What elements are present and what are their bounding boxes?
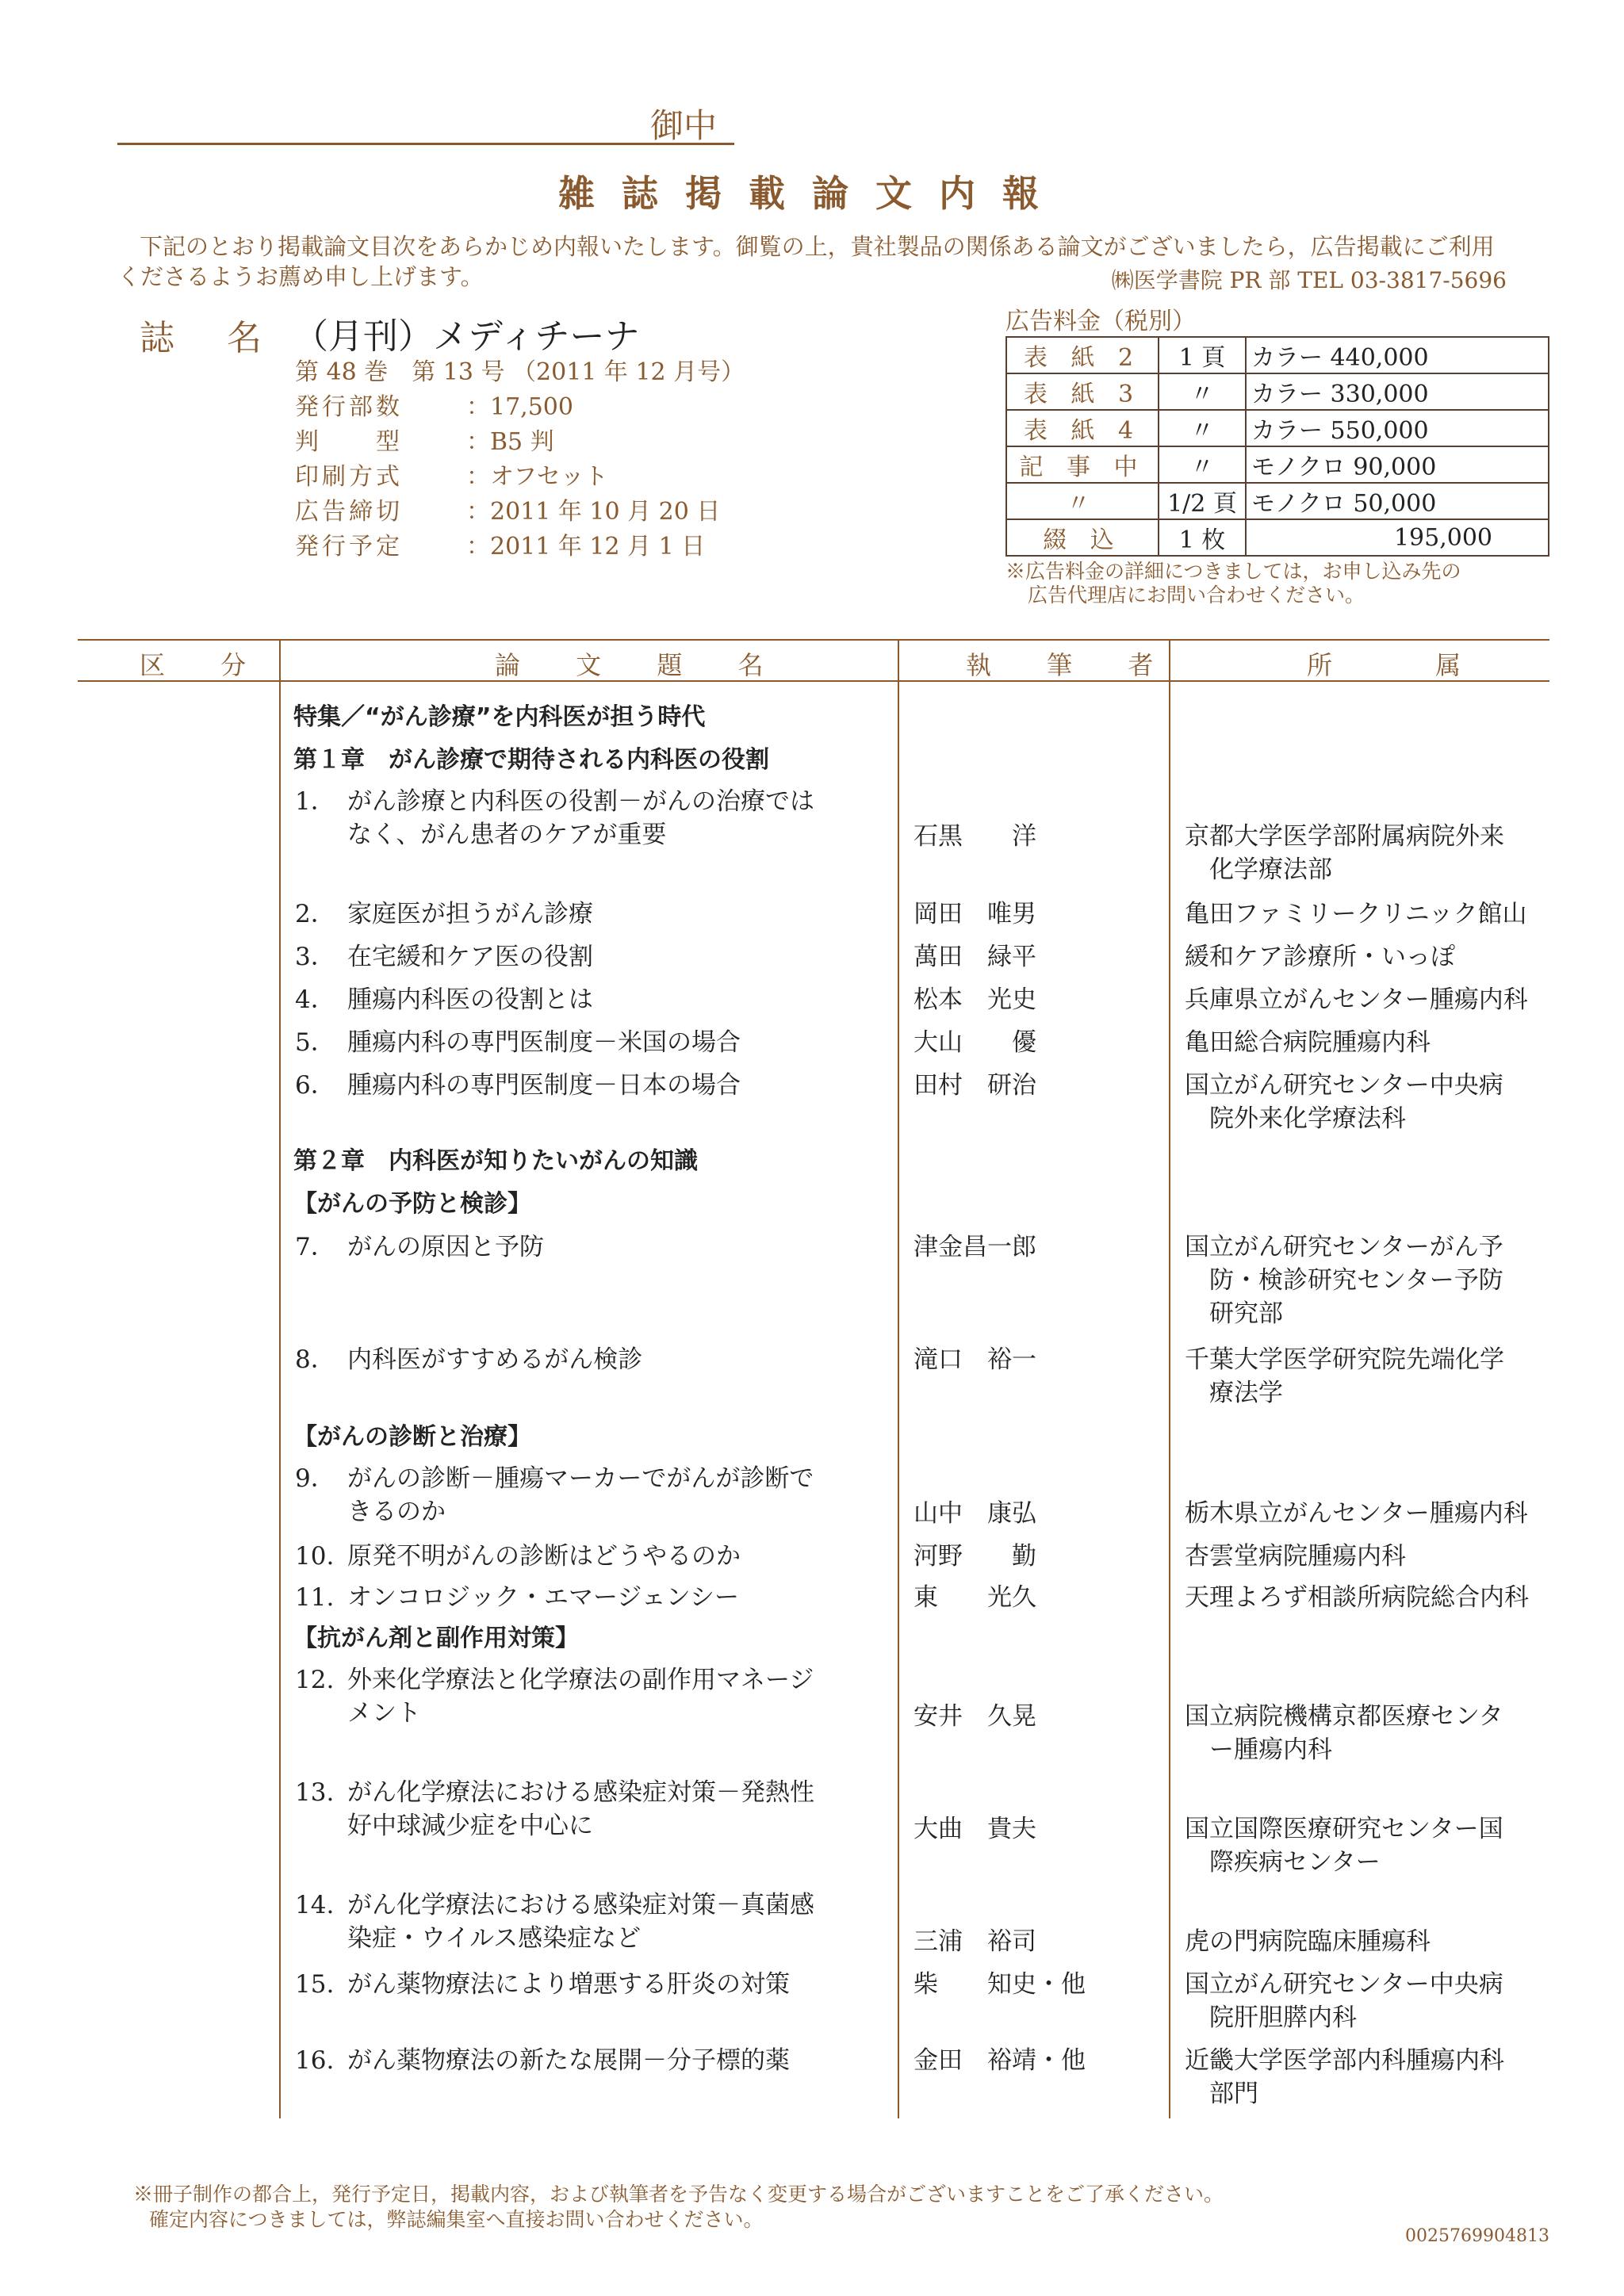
intro-text: 下記のとおり掲載論文目次をあらかじめ内報いたします。御覧の上，貴社製品の関係ある論文がございましたら，広告掲載にご利用くださるようお薦め申し上げます。 <box>117 233 1495 290</box>
rate-row: 表 紙 3 〃 カラー 330,000 <box>1006 373 1549 410</box>
article-number: 13. <box>295 1778 335 1807</box>
article-affiliation: 国立病院機構京都医療センタ ー腫瘍内科 <box>1185 1702 1503 1764</box>
article-author: 金田 裕靖・他 <box>914 2046 1086 2075</box>
article-author: 岡田 唯男 <box>914 900 1036 928</box>
article-author: 津金昌一郎 <box>914 1233 1036 1261</box>
article-affiliation: 国立がん研究センターがん予 防・検診研究センター予防 研究部 <box>1185 1233 1503 1328</box>
article-author: 田村 研治 <box>914 1071 1036 1100</box>
info-row: 発行部数 ：17,500 <box>295 393 573 421</box>
article-author: 柴 知史・他 <box>914 1970 1086 1999</box>
chapter-heading: 第１章 がん診療で期待される内科医の役割 <box>293 746 769 774</box>
rate-table <box>1005 336 1549 557</box>
article-author: 大曲 貴夫 <box>914 1815 1036 1843</box>
rate-title: 広告料金（税別） <box>1005 308 1196 335</box>
article-title: がん診療と内科医の役割－がんの治療では なく、がん患者のケアが重要 <box>347 787 814 849</box>
article-affiliation: 緩和ケア診療所・いっぽ <box>1185 943 1455 971</box>
article-author: 萬田 緑平 <box>914 943 1036 971</box>
article-affiliation: 栃木県立がんセンター腫瘍内科 <box>1185 1499 1528 1528</box>
rate-row: 表 紙 4 〃 カラー 550,000 <box>1006 410 1549 446</box>
info-row: 判 型 ：B5 判 <box>295 428 554 456</box>
column-divider <box>1169 639 1170 2118</box>
article-title: がん化学療法における感染症対策－真菌感 染症・ウイルス感染症など <box>347 1891 814 1953</box>
article-number: 1． <box>295 787 335 816</box>
article-title: 家庭医が担うがん診療 <box>347 900 593 928</box>
article-affiliation: 京都大学医学部附属病院外来 化学療法部 <box>1185 822 1504 884</box>
article-number: 7． <box>295 1233 335 1261</box>
article-number: 3． <box>295 943 335 971</box>
contact-info: ㈱医学書院 PR 部 TEL 03-3817-5696 <box>1111 267 1507 293</box>
rate-row: 〃 1/2 頁 モノクロ 50,000 <box>1006 483 1549 519</box>
article-number: 15. <box>295 1970 335 1999</box>
article-author: 安井 久晃 <box>914 1702 1036 1731</box>
article-affiliation: 兵庫県立がんセンター腫瘍内科 <box>1185 985 1528 1014</box>
article-number: 2． <box>295 900 335 928</box>
header-author: 執 筆 者 <box>966 650 1178 680</box>
article-affiliation: 杏雲堂病院腫瘍内科 <box>1185 1542 1406 1571</box>
article-affiliation: 国立がん研究センター中央病 院外来化学療法科 <box>1185 1071 1503 1133</box>
magazine-label: 誌 名 <box>140 318 282 358</box>
article-affiliation: 天理よろず相談所病院総合内科 <box>1185 1583 1529 1612</box>
article-title: 外来化学療法と化学療法の副作用マネージ メント <box>347 1666 814 1728</box>
article-author: 滝口 裕一 <box>914 1345 1036 1374</box>
article-title: がん薬物療法の新たな展開－分子標的薬 <box>347 2046 790 2075</box>
document-number: 0025769904813 <box>1405 2226 1549 2246</box>
article-affiliation: 千葉大学医学研究院先端化学 療法学 <box>1185 1345 1504 1407</box>
rate-row: 記 事 中 〃 モノクロ 90,000 <box>1006 446 1549 483</box>
article-author: 松本 光史 <box>914 985 1036 1014</box>
article-number: 6． <box>295 1071 335 1100</box>
article-title: 原発不明がんの診断はどうやるのか <box>347 1542 741 1571</box>
subsection-heading: 【がんの予防と検診】 <box>293 1190 531 1218</box>
article-author: 河野 勤 <box>914 1542 1036 1571</box>
magazine-name: （月刊）メディチーナ <box>293 316 640 357</box>
header-title: 論 文 題 名 <box>495 650 787 680</box>
article-number: 10. <box>295 1542 335 1571</box>
info-row: 発行予定 ：2011 年 12 月 1 日 <box>295 533 706 561</box>
article-affiliation: 近畿大学医学部内科腫瘍内科 部門 <box>1185 2046 1504 2108</box>
rate-note: ※広告料金の詳細につきましては，お申し込み先の 広告代理店にお問い合わせください。 <box>1005 560 1461 607</box>
rate-row: 綴 込 1 枚 195,000 <box>1006 519 1549 556</box>
article-author: 山中 康弘 <box>914 1499 1036 1528</box>
article-title: 腫瘍内科医の役割とは <box>347 985 593 1014</box>
magazine-volume: 第 48 巻 第 13 号 （2011 年 12 月号） <box>295 358 745 386</box>
footer-note: ※冊子制作の都合上，発行予定日，掲載内容，および執筆者を予告なく変更する場合がございますことをご了承ください。 確定内容につきましては，弊誌編集室へ直接お問い合わせください。 <box>133 2183 1224 2231</box>
article-number: 8． <box>295 1345 335 1374</box>
article-title: がん化学療法における感染症対策－発熱性 好中球減少症を中心に <box>347 1778 814 1840</box>
table-top-rule <box>78 639 1549 641</box>
article-title: がんの診断－腫瘍マーカーでがんが診断で きるのか <box>347 1464 814 1526</box>
chapter-heading: 第２章 内科医が知りたいがんの知識 <box>293 1147 698 1175</box>
article-affiliation: 亀田総合病院腫瘍内科 <box>1185 1028 1431 1057</box>
article-author: 大山 優 <box>914 1028 1036 1057</box>
article-title: 内科医がすすめるがん検診 <box>347 1345 643 1374</box>
article-affiliation: 国立がん研究センター中央病 院肝胆膵内科 <box>1185 1970 1503 2032</box>
article-number: 11. <box>295 1583 335 1612</box>
article-number: 16. <box>295 2046 335 2075</box>
article-number: 14. <box>295 1891 335 1919</box>
article-number: 5． <box>295 1028 335 1057</box>
subsection-heading: 【抗がん剤と副作用対策】 <box>293 1624 579 1652</box>
column-divider <box>279 639 281 2118</box>
article-title: がんの原因と予防 <box>347 1233 544 1261</box>
article-title: 腫瘍内科の専門医制度－日本の場合 <box>347 1071 741 1100</box>
rate-row: 表 紙 2 1 頁 カラー 440,000 <box>1006 337 1549 373</box>
article-title: 腫瘍内科の専門医制度－米国の場合 <box>347 1028 741 1057</box>
article-author: 東 光久 <box>914 1583 1036 1612</box>
article-title: 在宅緩和ケア医の役割 <box>347 943 593 971</box>
article-title: がん薬物療法により増悪する肝炎の対策 <box>347 1970 790 1999</box>
article-author: 石黒 洋 <box>914 822 1036 851</box>
addressee-honorific: 御中 <box>650 106 718 145</box>
info-row: 印刷方式 ：オフセット <box>295 463 608 491</box>
article-number: 12. <box>295 1666 335 1694</box>
subsection-heading: 【がんの診断と治療】 <box>293 1423 531 1451</box>
column-divider <box>898 639 899 2118</box>
addressee-line <box>117 143 734 145</box>
info-row: 広告締切 ：2011 年 10 月 20 日 <box>295 498 721 526</box>
article-affiliation: 亀田ファミリークリニック館山 <box>1185 900 1527 928</box>
header-affiliation: 所 属 <box>1307 650 1509 680</box>
article-author: 三浦 裕司 <box>914 1927 1036 1956</box>
article-affiliation: 国立国際医療研究センター国 際疾病センター <box>1185 1815 1503 1877</box>
article-title: オンコロジック・エマージェンシー <box>347 1583 739 1612</box>
article-number: 4． <box>295 985 335 1014</box>
document-title: 雑誌掲載論文内報 <box>558 172 1066 215</box>
article-number: 9． <box>295 1464 335 1493</box>
feature-title: 特集／“がん診療”を内科医が担う時代 <box>293 703 706 731</box>
article-affiliation: 虎の門病院臨床腫瘍科 <box>1185 1927 1431 1956</box>
header-category: 区 分 <box>140 650 270 680</box>
